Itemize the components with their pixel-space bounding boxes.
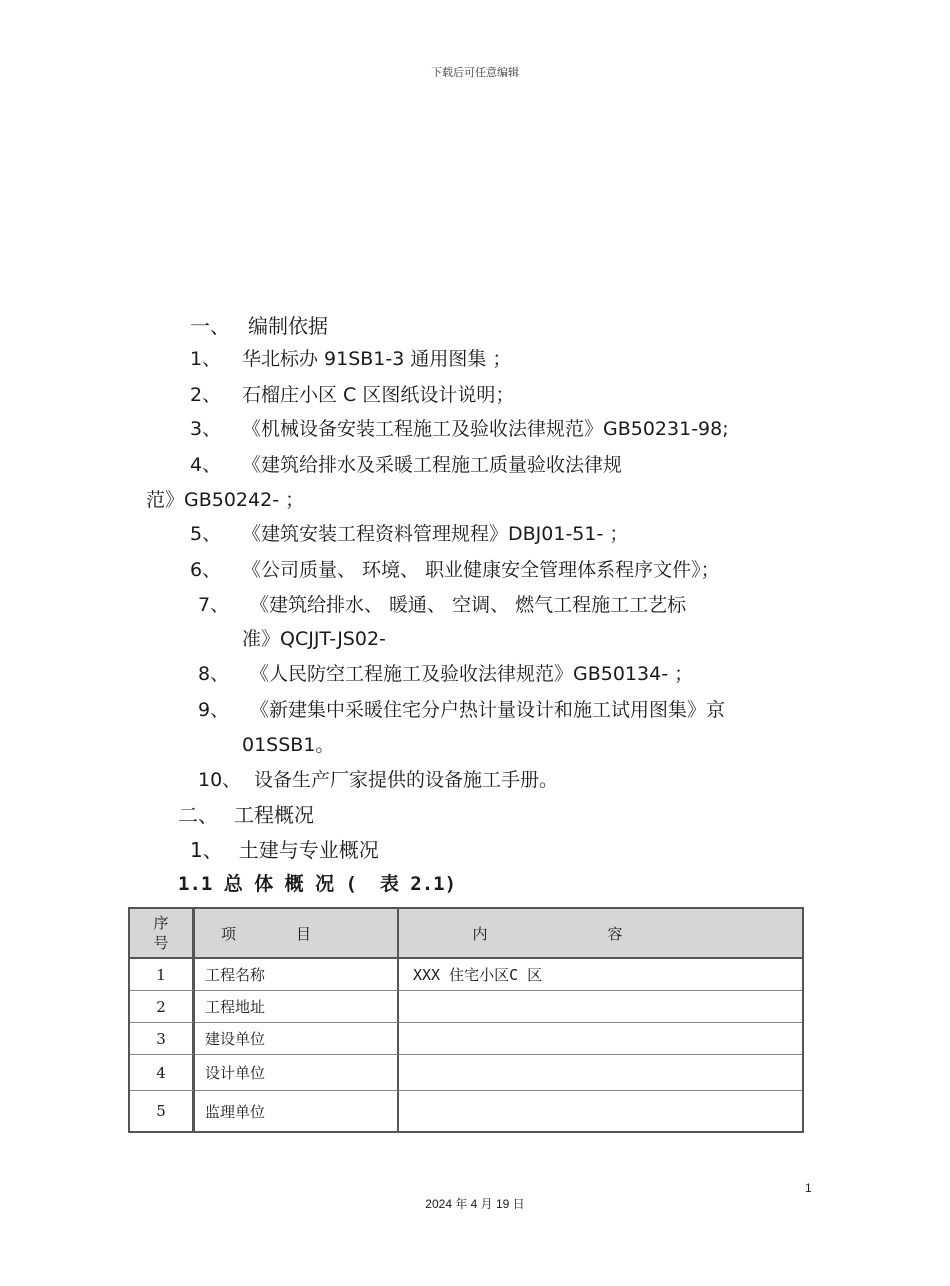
- table-row: 4 设计单位: [130, 1055, 802, 1091]
- table-header-row: [130, 909, 802, 959]
- header-no: 序号: [130, 909, 195, 959]
- header-item: 项目: [195, 909, 399, 959]
- list-item-continuation: 01SSB1。: [242, 734, 335, 756]
- list-item: 10、 设备生产厂家提供的设备施工手册。: [198, 769, 559, 791]
- subsection-heading: [190, 834, 379, 863]
- overview-table: [128, 907, 804, 1133]
- page-header: 下载后可任意编辑: [431, 66, 519, 79]
- list-item: 7、 《建筑给排水、 暖通、 空调、 燃气工程施工工艺标: [198, 594, 687, 616]
- list-item: 1、 华北标办 91SB1-3 通用图集 ；: [190, 348, 512, 370]
- list-item: 9、 《新建集中采暖住宅分户热计量设计和施工试用图集》京: [198, 699, 726, 721]
- header-content: 内容: [399, 909, 802, 959]
- section-title: 工程概况: [234, 803, 314, 827]
- list-item: 4、 《建筑给排水及采暖工程施工质量验收法律规: [190, 454, 623, 476]
- list-item: 8、 《人民防空工程施工及验收法律规范》GB50134- ；: [198, 663, 694, 685]
- subsection-title: 土建与专业概况: [238, 838, 379, 862]
- list-item: 3、 《机械设备安装工程施工及验收法律规范》GB50231-98;: [190, 418, 729, 440]
- table-row: 3 建设单位: [130, 1023, 802, 1055]
- section-title: 编制依据: [248, 314, 328, 338]
- list-item: 2、 石榴庄小区 C 区图纸设计说明；: [190, 384, 515, 406]
- section-heading-1: [190, 310, 328, 339]
- list-item-continuation: 准》QCJJT-JS02-: [242, 628, 386, 650]
- table-caption: 1.1 总 体 概 况 ( 表 2.1): [178, 873, 457, 895]
- list-item: 5、 《建筑安装工程资料管理规程》DBJ01-51- ；: [190, 523, 629, 545]
- section-number: 一、: [190, 314, 230, 338]
- list-item-continuation: 范》GB50242- ；: [146, 489, 305, 511]
- subsection-number: 1、: [190, 838, 223, 862]
- section-number: 二、: [178, 803, 218, 827]
- list-item: 6、 《公司质量、 环境、 职业健康安全管理体系程序文件》；: [190, 559, 720, 581]
- table-row: 5 监理单位: [130, 1091, 802, 1131]
- page-footer-date: 2024 年 4 月 19 日: [425, 1197, 525, 1211]
- page-number: 1: [805, 1181, 812, 1195]
- table-row: 2 工程地址: [130, 991, 802, 1023]
- section-heading-2: [178, 799, 314, 828]
- table-row: 1 工程名称 XXX 住宅小区C 区: [130, 959, 802, 991]
